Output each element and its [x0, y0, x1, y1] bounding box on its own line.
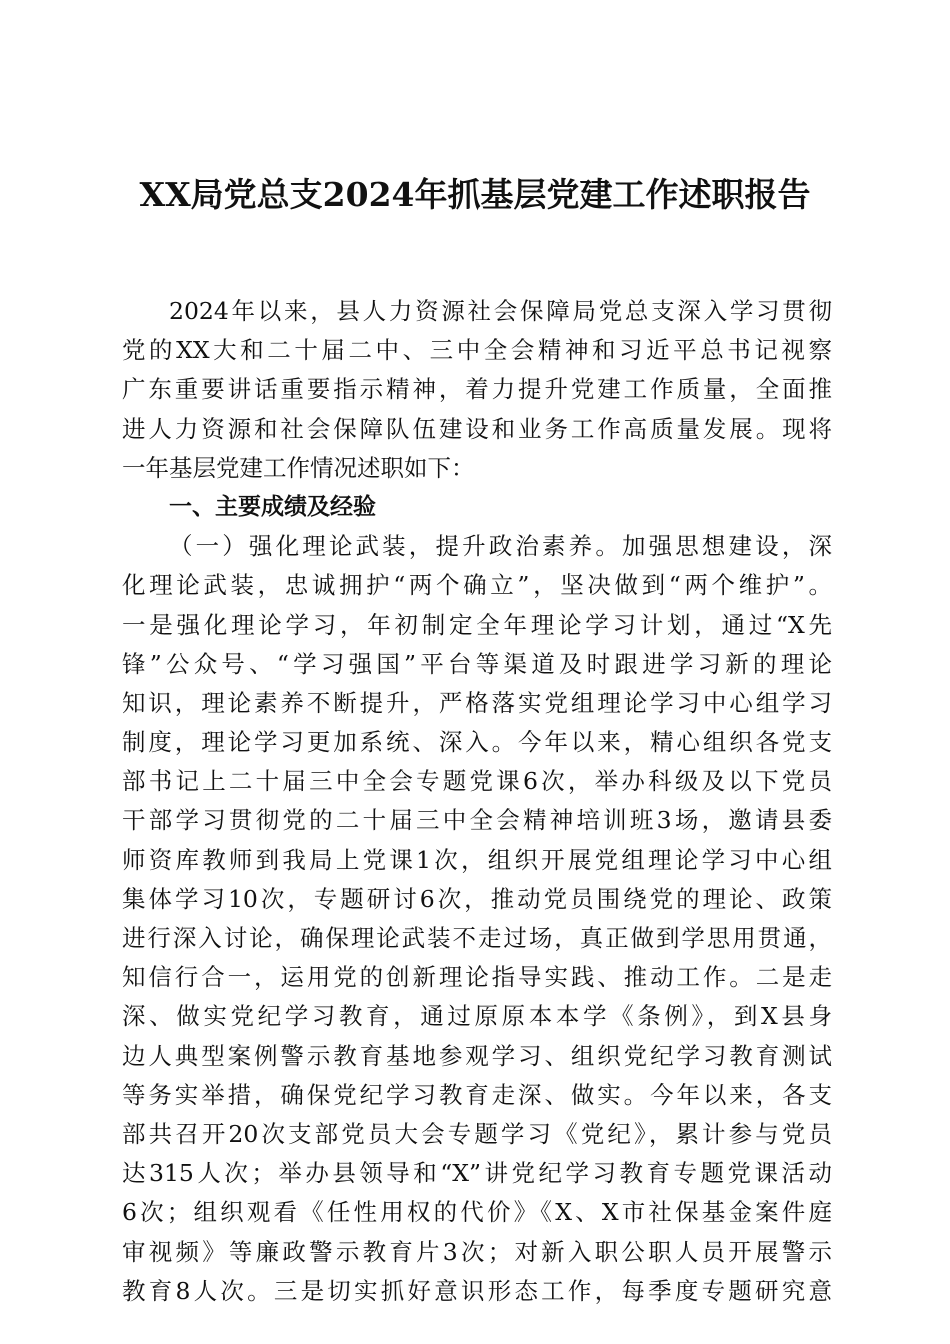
body-line: 锋”公众号、“学习强国”平台等渠道及时跟进学习新的理论	[122, 649, 832, 678]
body-line: 深、做实党纪学习教育，通过原原本本学《条例》，到X县身	[122, 1002, 832, 1031]
body-line: 部书记上二十届三中全会专题党课6次，举办科级及以下党员	[122, 767, 832, 796]
intro-line: 2024年以来，县人力资源社会保障局党总支深入学习贯彻	[169, 297, 832, 325]
intro-line: 党的XX大和二十届二中、三中全会精神和习近平总书记视察	[122, 336, 832, 365]
body-line: 进行深入讨论，确保理论武装不走过场，真正做到学思用贯通，	[122, 924, 832, 952]
body-line: 知信行合一，运用党的创新理论指导实践、推动工作。二是走	[122, 963, 832, 992]
intro-line: 一年基层党建工作情况述职如下：	[122, 453, 475, 482]
body-line: 知识，理论素养不断提升，严格落实党组理论学习中心组学习	[122, 688, 832, 717]
body-line: 一是强化理论学习，年初制定全年理论学习计划，通过“X先	[122, 610, 832, 639]
body-line: 达315人次；举办县领导和“X”讲党纪学习教育专题党课活动	[122, 1159, 832, 1188]
body-line: 师资库教师到我局上党课1次，组织开展党组理论学习中心组	[122, 845, 832, 874]
body-line: 6次；组织观看《任性用权的代价》《X、X市社保基金案件庭	[122, 1198, 832, 1227]
body-line: 干部学习贯彻党的二十届三中全会精神培训班3场，邀请县委	[122, 806, 832, 835]
body-line: 制度，理论学习更加系统、深入。今年以来，精心组织各党支	[122, 728, 832, 757]
body-line: 教育8人次。三是切实抓好意识形态工作，每季度专题研究意	[122, 1276, 832, 1305]
body-line: 审视频》等廉政警示教育片3次；对新入职公职人员开展警示	[122, 1237, 832, 1266]
body-line: 部共召开20次支部党员大会专题学习《党纪》，累计参与党员	[122, 1119, 832, 1148]
body-line: （一）强化理论武装，提升政治素养。加强思想建设，深	[169, 532, 832, 561]
document-body	[122, 292, 832, 1311]
intro-line: 广东重要讲话重要指示精神，着力提升党建工作质量，全面推	[122, 375, 832, 404]
body-line: 化理论武装，忠诚拥护“两个确立”，坚决做到“两个维护”。	[122, 571, 832, 600]
section-heading: 一、主要成绩及经验	[169, 493, 376, 520]
body-line: 集体学习10次，专题研讨6次，推动党员围绕党的理论、政策	[122, 884, 832, 913]
body-line: 边人典型案例警示教育基地参观学习、组织党纪学习教育测试	[122, 1041, 832, 1070]
body-line: 等务实举措，确保党纪学习教育走深、做实。今年以来，各支	[122, 1080, 832, 1109]
intro-line: 进人力资源和社会保障队伍建设和业务工作高质量发展。现将	[122, 414, 832, 443]
document-title: XX局党总支2024年抓基层党建工作述职报告	[139, 175, 811, 214]
